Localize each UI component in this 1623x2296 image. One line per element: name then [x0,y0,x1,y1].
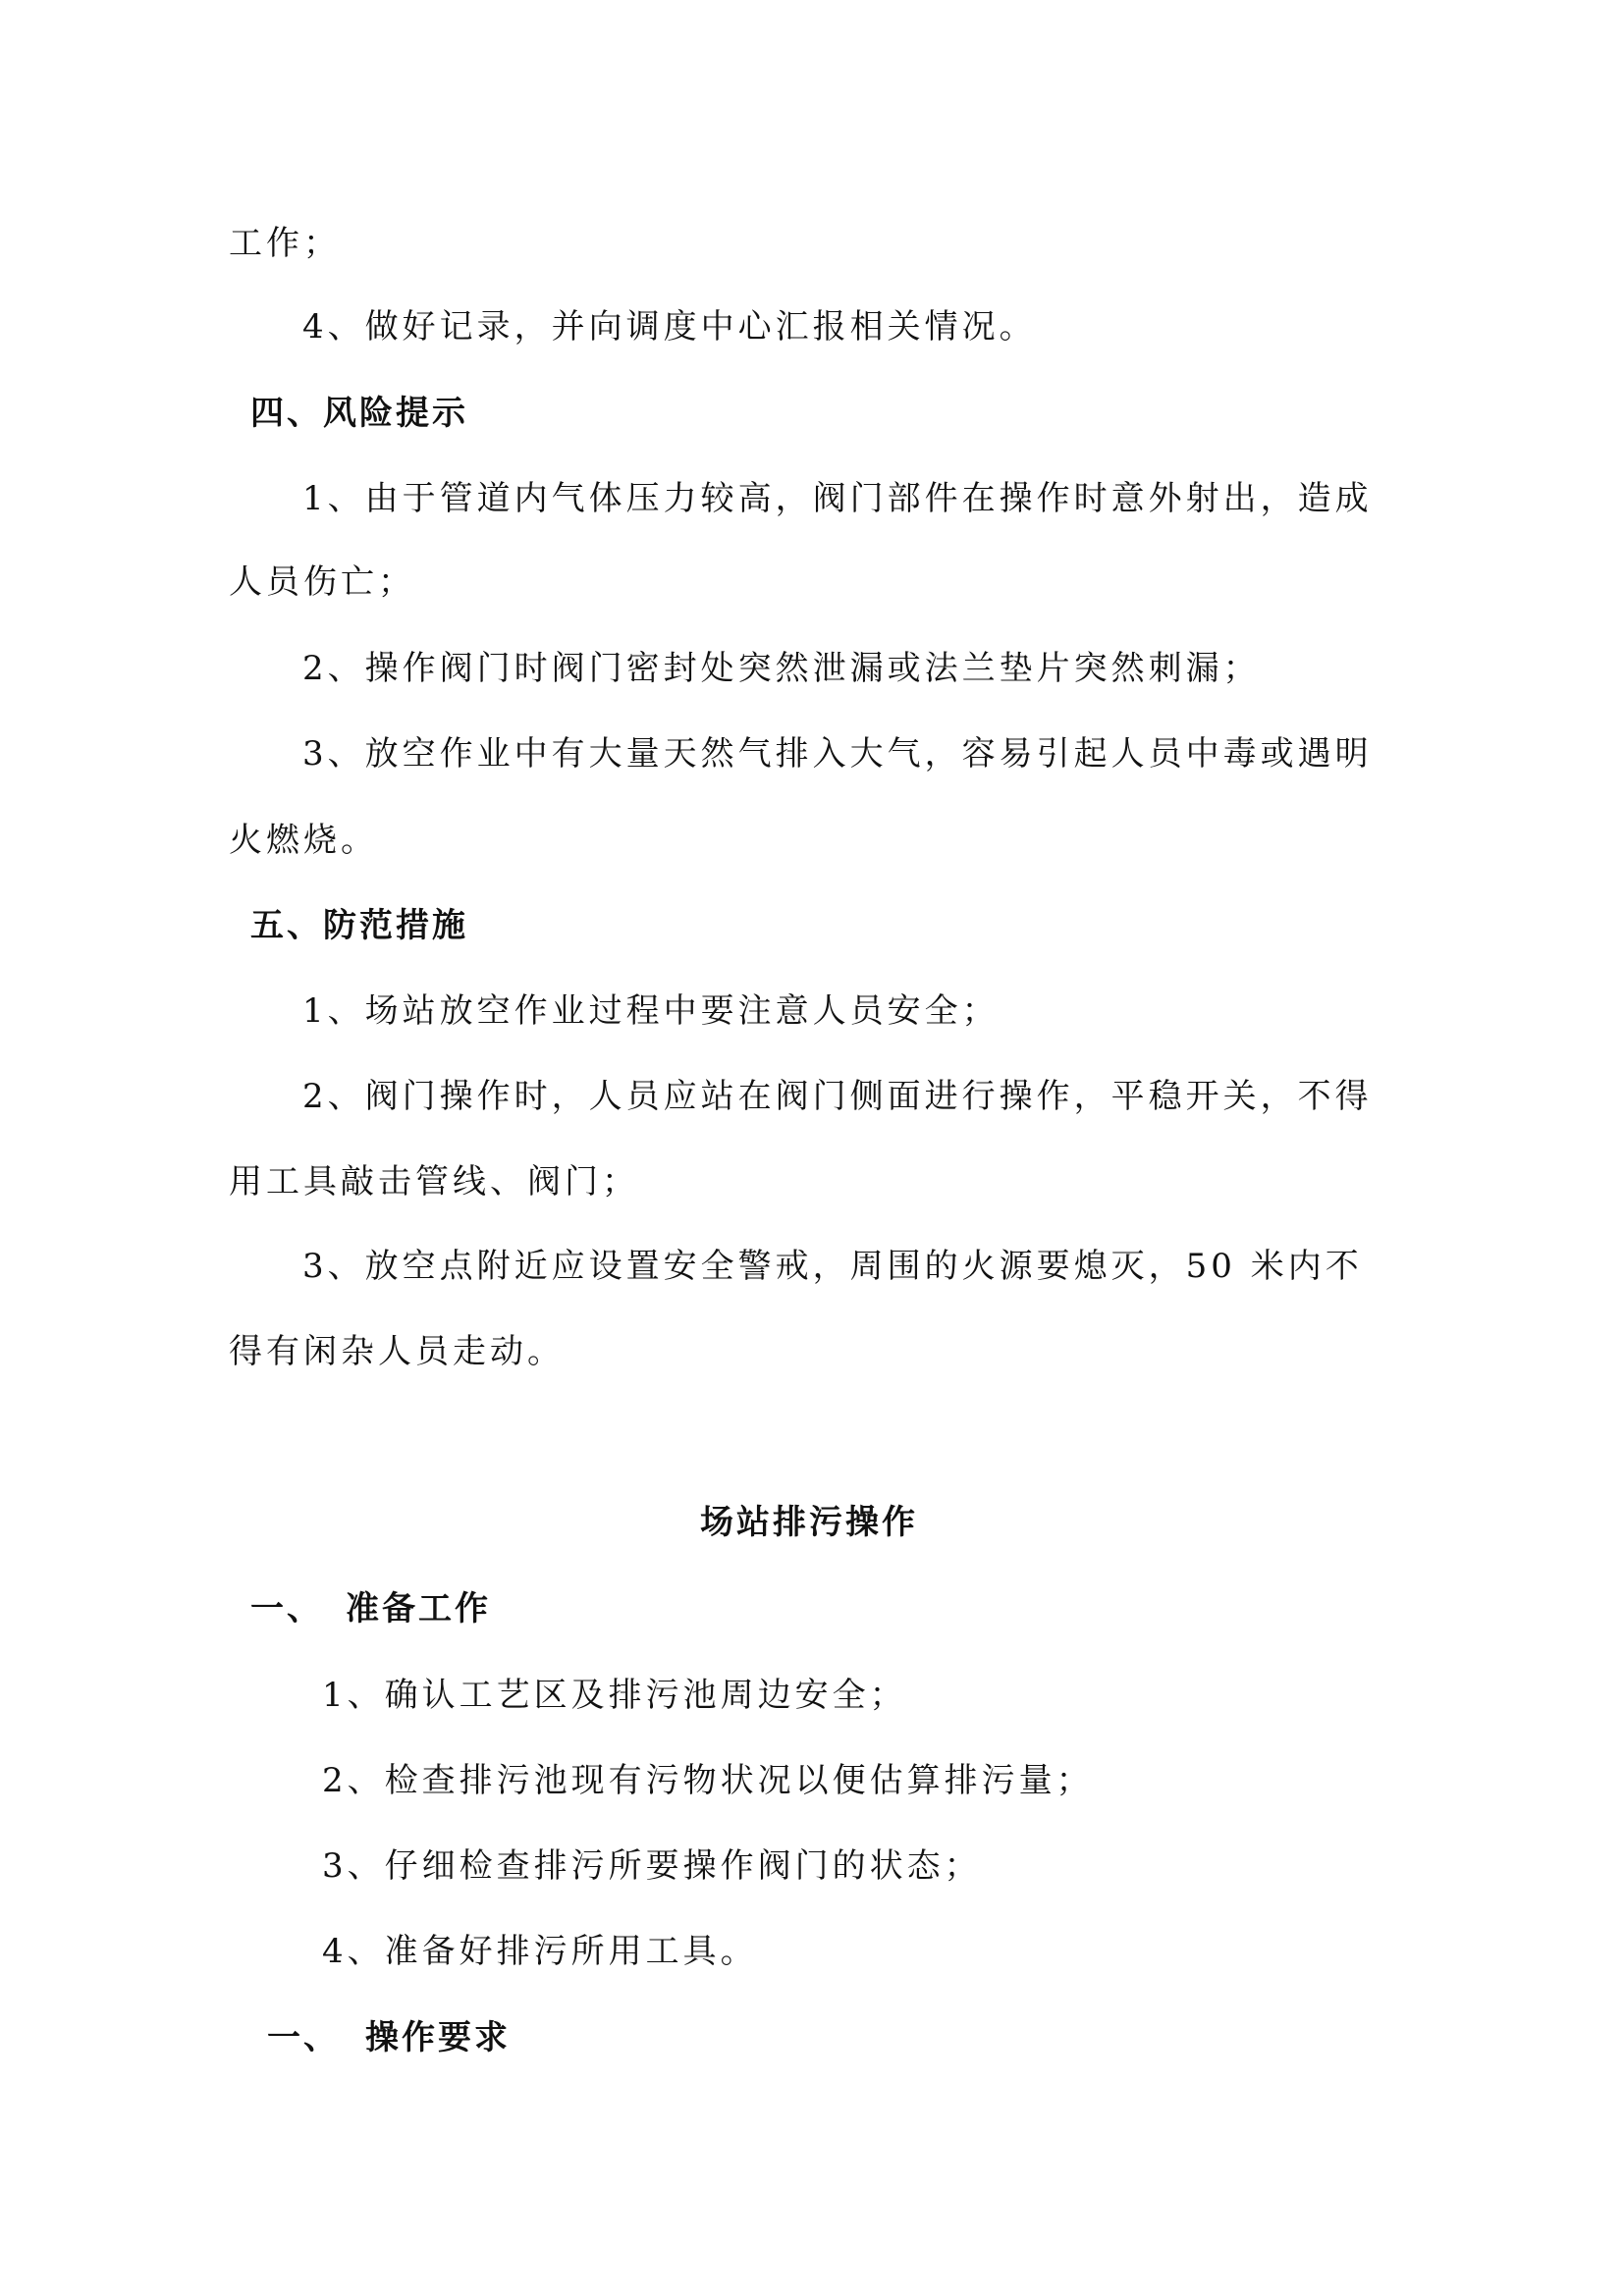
list-item-continuation: 用工具敲击管线、阀门； [229,1162,639,1201]
list-item-continuation: 人员伤亡； [229,562,415,602]
list-item: 4、做好记录，并向调度中心汇报相关情况。 [302,307,1037,347]
section-heading-risk: 四、风险提示 [250,394,468,433]
list-item: 3、仔细检查排污所要操作阀门的状态； [322,1846,982,1886]
heading-number: 一、 [250,1589,323,1629]
list-item: 3、放空作业中有大量天然气排入大气，容易引起人员中毒或遇明 [302,734,1373,774]
heading-number: 一、 [267,2018,340,2057]
list-item: 4、准备好排污所用工具。 [322,1932,758,1971]
section-heading-prevention: 五、防范措施 [250,906,468,945]
list-item: 3、放空点附近应设置安全警戒，周围的火源要熄灭，50 米内不 [302,1247,1363,1286]
list-item: 1、场站放空作业过程中要注意人员安全； [302,991,1000,1031]
section-heading-preparation: 准备工作 [346,1589,491,1629]
section-title-drain: 场站排污操作 [700,1503,918,1542]
list-item: 2、检查排污池现有污物状况以便估算排污量； [322,1761,1094,1800]
section-heading-requirements: 操作要求 [365,2018,511,2057]
list-item: 1、由于管道内气体压力较高，阀门部件在操作时意外射出，造成 [302,479,1373,518]
paragraph-continuation: 工作； [229,224,341,263]
list-item-continuation: 得有闲杂人员走动。 [229,1332,565,1371]
list-item: 1、确认工艺区及排污池周边安全； [322,1676,907,1715]
list-item: 2、阀门操作时，人员应站在阀门侧面进行操作，平稳开关，不得 [302,1077,1373,1116]
list-item: 2、操作阀门时阀门密封处突然泄漏或法兰垫片突然刺漏； [302,649,1261,688]
list-item-continuation: 火燃烧。 [229,821,378,860]
